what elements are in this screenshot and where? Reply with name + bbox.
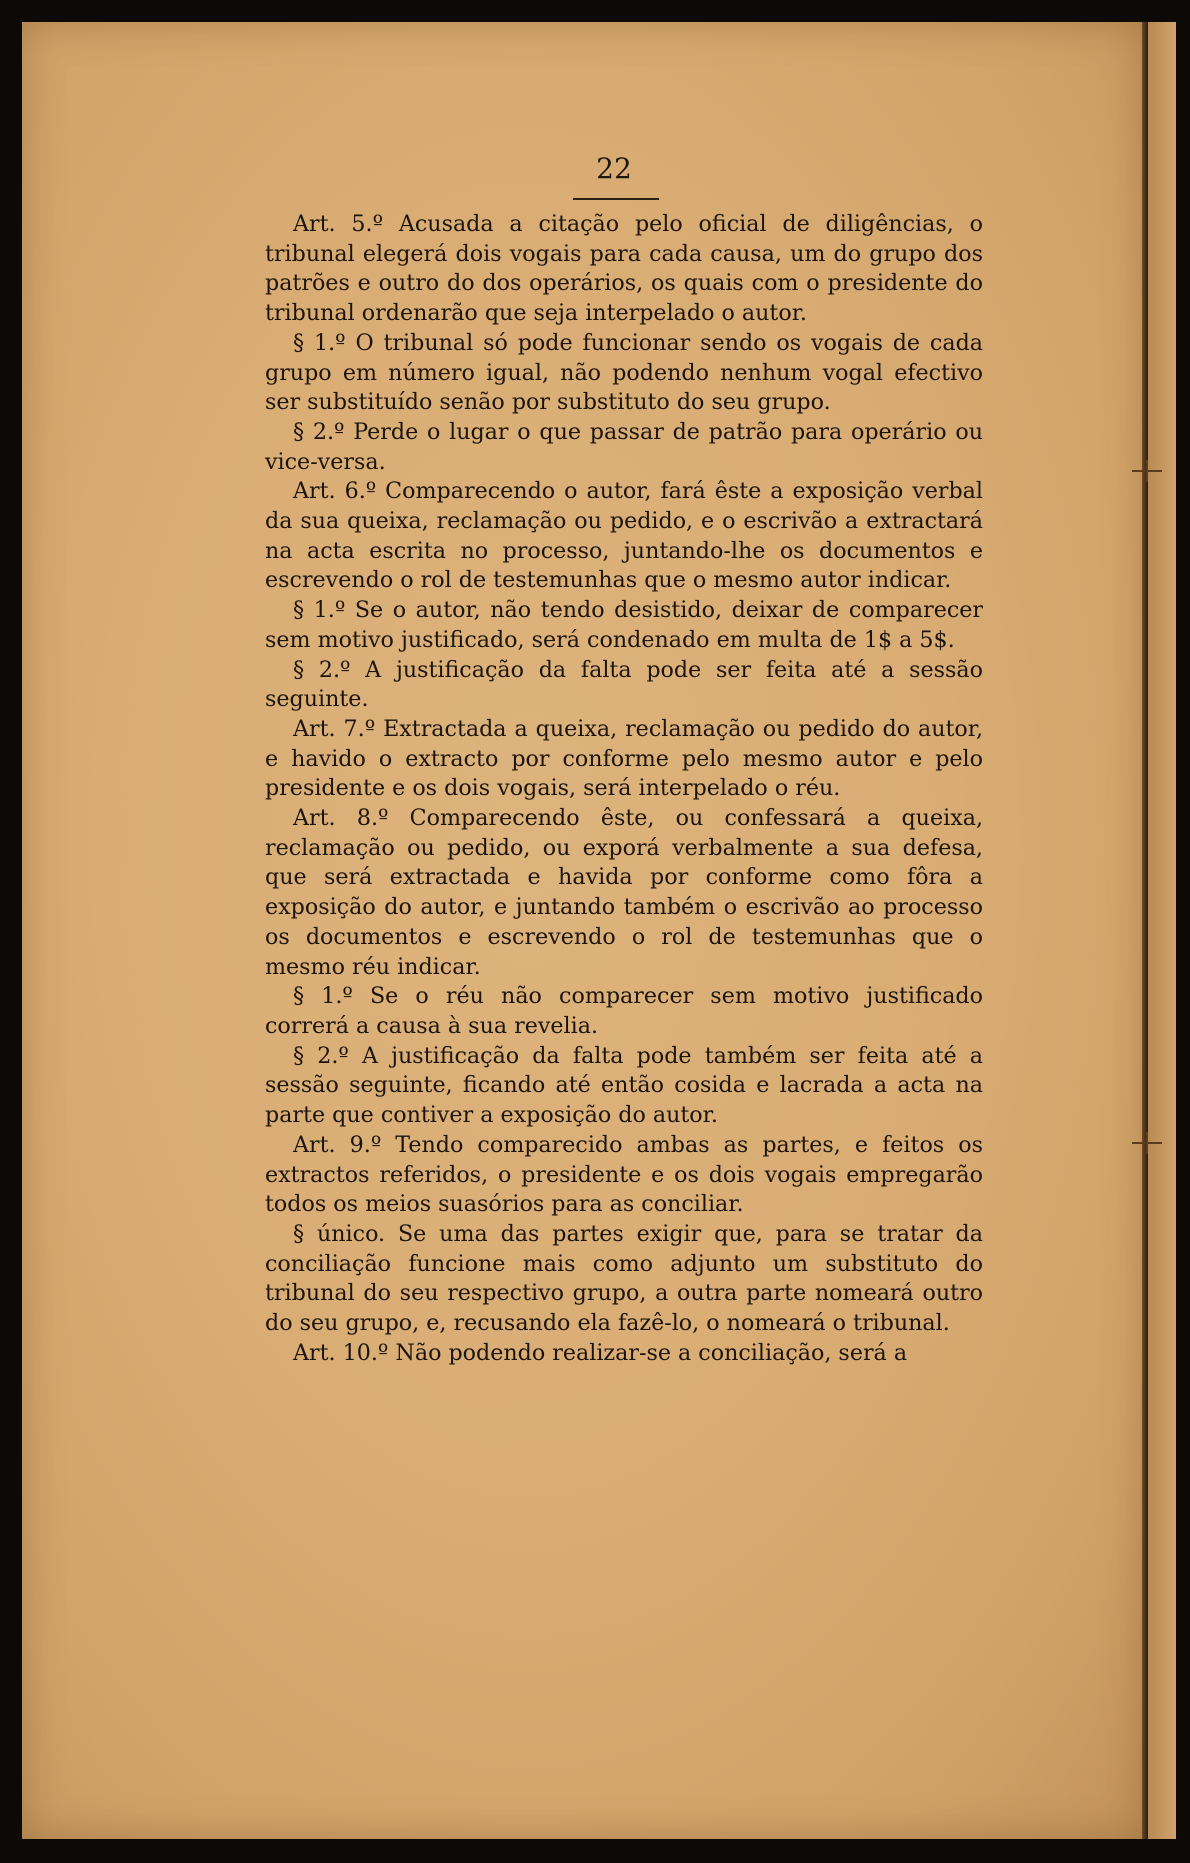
paragraph-art-8-s2: § 2.º A justificação da falta pode também ser feita até a sessão seguinte, ficando até então cosida e lacrada a acta na parte que contiver a exposição do autor. — [265, 1042, 983, 1129]
paragraph-art-9-single: § único. Se uma das partes exigir que, para se tratar da conciliação funcione mais como adjunto um substituto do tribunal do seu respectivo grupo, a outra parte nomeará outro do seu grupo, e, recusando ela fazê-lo, o nomeará o tribunal. — [265, 1220, 983, 1337]
paragraph-art-8: Art. 8.º Comparecendo êste, ou confessará a queixa, reclamação ou pedido, ou exporá verbalmente a sua defesa, que será extractada e havida por conforme como fôra a exposição do autor, e juntando também o escrivão ao processo os documentos e escrevendo o rol de testemunhas que o mesmo réu indicar. — [265, 805, 983, 980]
paragraph-art-6-s2: § 2.º A justificação da falta pode ser feita até a sessão seguinte. — [265, 656, 983, 713]
paragraph-art-8-s1: § 1.º Se o réu não comparecer sem motivo justificado correrá a causa à sua revelia. — [265, 983, 983, 1039]
body-text — [265, 210, 983, 1368]
page-number: 22 — [596, 152, 632, 185]
paragraph-art-10: Art. 10.º Não podendo realizar-se a conciliação, será a — [293, 1339, 908, 1366]
binding-thread-mark — [1132, 1142, 1162, 1144]
paragraph-art-5-s1: § 1.º O tribunal só pode funcionar sendo os vogais de cada grupo em número igual, não podendo nenhum vogal efectivo ser substituído senão por substituto do seu grupo. — [265, 329, 983, 416]
paragraph-art-7: Art. 7.º Extractada a queixa, reclamação ou pedido do autor, e havido o extracto por conforme pelo mesmo autor e pelo presidente e os dois vogais, será interpelado o réu. — [265, 715, 983, 802]
paragraph-art-6: Art. 6.º Comparecendo o autor, fará êste a exposição verbal da sua queixa, reclamação ou pedido, e o escrivão a extractará na acta escrita no processo, juntando-lhe os documentos e escrevendo o rol de testemunhas que o mesmo autor indicar. — [265, 478, 983, 594]
next-page-edge — [1148, 22, 1176, 1839]
paragraph-art-6-s1: § 1.º Se o autor, não tendo desistido, deixar de comparecer sem motivo justificado, será condenado em multa de 1$ a 5$. — [265, 597, 983, 653]
paragraph-art-5-s2: § 2.º Perde o lugar o que passar de patrão para operário ou vice-versa. — [265, 418, 983, 475]
page-number-rule — [573, 198, 659, 200]
paragraph-art-5: Art. 5.º Acusada a citação pelo oficial de diligências, o tribunal elegerá dois vogais para cada causa, um do grupo dos patrões e outro do dos operários, os quais com o presidente do tribunal ordenarão que seja interpelado o autor. — [265, 211, 983, 327]
binding-thread-mark — [1132, 470, 1162, 472]
paragraph-art-9: Art. 9.º Tendo comparecido ambas as partes, e feitos os extractos referidos, o presidente e os dois vogais empregarão todos os meios suasórios para as conciliar. — [265, 1131, 983, 1218]
